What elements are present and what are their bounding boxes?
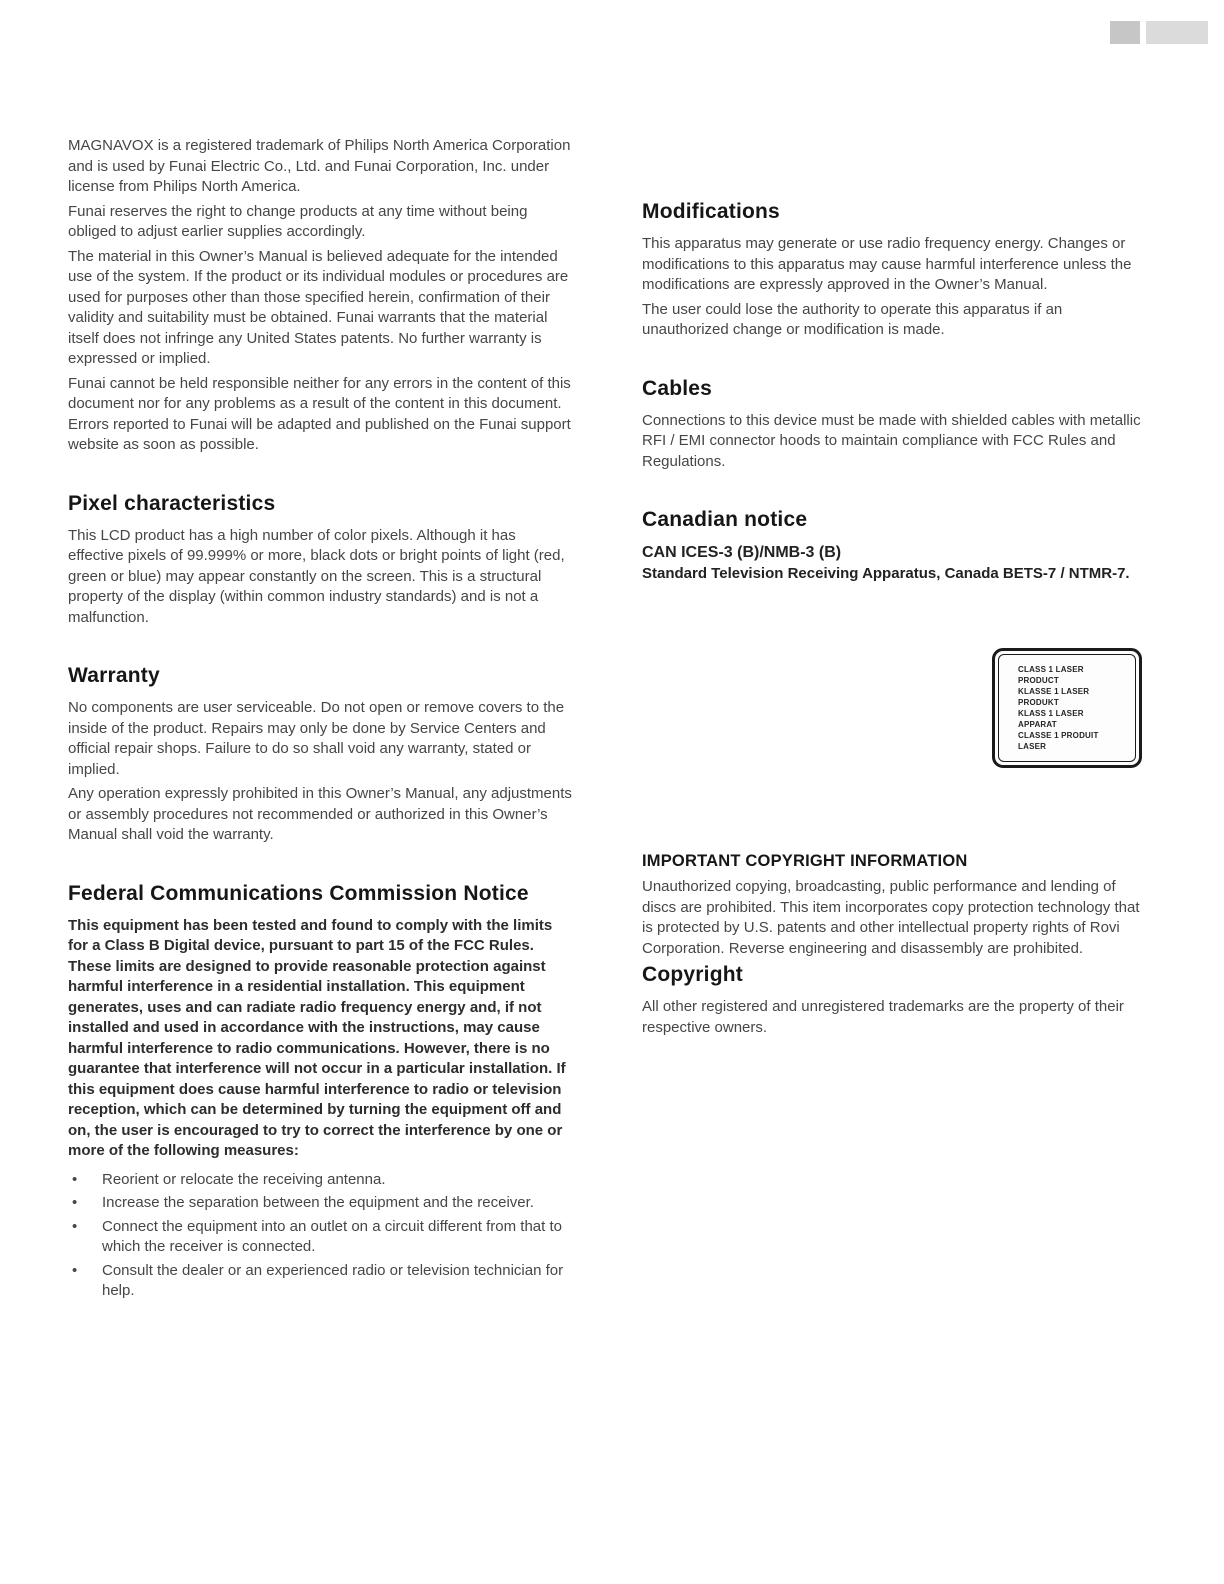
class1-laser-label-inner	[998, 654, 1136, 762]
canadian-bets-line: Standard Television Receiving Apparatus, Canada BETS-7 / NTMR-7.	[642, 565, 1130, 582]
modifications-paragraph-2: The user could lose the authority to operate this apparatus if an unauthorized change or modification is made.	[642, 300, 1063, 338]
pixel-characteristics-paragraph: This LCD product has a high number of color pixels. Although it has effective pixels of 99.999% or more, black dots or bright points of light (red, green or blue) may appear constantly on the screen. This is a structural property of the display (within common industry standards) and is not a malfunction.	[68, 526, 565, 626]
reserve-rights-paragraph: Funai reserves the right to change products at any time without being obliged to adjust earlier supplies accordingly.	[68, 202, 528, 240]
laser-label-line-en: CLASS 1 LASER PRODUCT	[1018, 665, 1084, 685]
section-heading-canadian-notice: Canadian notice	[642, 508, 808, 531]
warranty-paragraph-2: Any operation expressly prohibited in this Owner’s Manual, any adjustments or assembly procedures not recommended or authorized in this Owner’s Manual shall void the warranty.	[68, 785, 572, 843]
section-heading-modifications: Modifications	[642, 200, 780, 223]
section-heading-cables: Cables	[642, 376, 713, 400]
canadian-ices-line: CAN ICES-3 (B)/NMB-3 (B)	[642, 544, 842, 561]
trademark-paragraph: MAGNAVOX is a registered trademark of Philips North America Corporation and is used by Funai Electric Co., Ltd. and Funai Corporation, Inc. under license from Philips North America.	[68, 137, 571, 195]
laser-label-line-de: KLASSE 1 LASER PRODUKT	[1018, 687, 1090, 707]
fcc-notice-paragraph: This equipment has been tested and found to comply with the limits for a Class B Digital device, pursuant to part 15 of the FCC Rules. These limits are designed to provide reasonable protection against harmful interference in a residential installation. This equipment generates, uses and can radiate radio frequency energy and, if not installed and used in accordance with the instructions, may cause harmful interference to radio communications. However, there is no guarantee that interference will not occur in a particular installation. If this equipment does cause harmful interference to radio or television reception, which can be determined by turning the equipment off and on, the user is encouraged to try to correct the interference by one or more of the following measures:	[68, 916, 566, 1159]
left-column	[68, 136, 572, 1305]
important-copyright-paragraph: Unauthorized copying, broadcasting, public performance and lending of discs are prohibited. This item incorporates copy protection technology that is protected by U.S. patents and other intellectual property rights of Rovi Corporation. Reverse engineering and disassembly are prohibited.	[642, 878, 1140, 957]
section-heading-important-copyright: IMPORTANT COPYRIGHT INFORMATION	[642, 852, 968, 870]
laser-label-line-sv: KLASS 1 LASER APPARAT	[1018, 709, 1084, 729]
right-column	[642, 136, 1144, 1305]
copyright-paragraph: All other registered and unregistered trademarks are the property of their respective owners.	[642, 998, 1124, 1036]
fcc-measure-item: • Increase the separation between the equipment and the receiver.	[68, 1193, 572, 1214]
warranty-paragraph-1: No components are user serviceable. Do not open or remove covers to the inside of the product. Repairs may only be done by Service Centers and official repair shops. Failure to do so shall void any warranty, stated or implied.	[68, 699, 565, 778]
responsibility-paragraph: Funai cannot be held responsible neither for any errors in the content of this document nor for any problems as a result of the content in this document. Errors reported to Funai will be adapted and published on the Funai support website as soon as possible.	[68, 374, 571, 453]
section-heading-fcc-notice: Federal Communications Commission Notice	[68, 881, 529, 905]
section-heading-warranty: Warranty	[68, 664, 160, 687]
modifications-paragraph-1: This apparatus may generate or use radio frequency energy. Changes or modifications to this apparatus may cause harmful interference unless the modifications are expressly approved in the Owner’s Manual.	[642, 235, 1132, 293]
cables-paragraph: Connections to this device must be made with shielded cables with metallic RFI / EMI connector hoods to maintain compliance with FCC Rules and Regulations.	[642, 411, 1141, 470]
fcc-measure-item: • Reorient or relocate the receiving antenna.	[68, 1170, 572, 1191]
material-adequacy-paragraph: The material in this Owner’s Manual is believed adequate for the intended use of the system. If the product or its individual modules or procedures are used for purposes other than those specified herein, confirmation of their validity and suitability must be obtained. Funai warrants that the material itself does not infringe any United States patents. No further warranty is expressed or implied.	[68, 247, 569, 367]
section-heading-pixel-characteristics: Pixel characteristics	[68, 491, 276, 515]
fcc-measure-item: • Connect the equipment into an outlet on a circuit different from that to which the receiver is connected.	[68, 1217, 572, 1258]
laser-label-line-fr: CLASSE 1 PRODUIT LASER	[1018, 731, 1099, 751]
fcc-measures-list	[68, 1170, 572, 1302]
section-heading-copyright: Copyright	[642, 963, 743, 986]
fcc-measure-item: • Consult the dealer or an experienced radio or television technician for help.	[68, 1261, 572, 1302]
copyright-section	[642, 963, 1144, 1038]
header-decoration-small	[1110, 21, 1140, 44]
class1-laser-label	[992, 648, 1142, 768]
header-decoration-large	[1146, 21, 1208, 44]
